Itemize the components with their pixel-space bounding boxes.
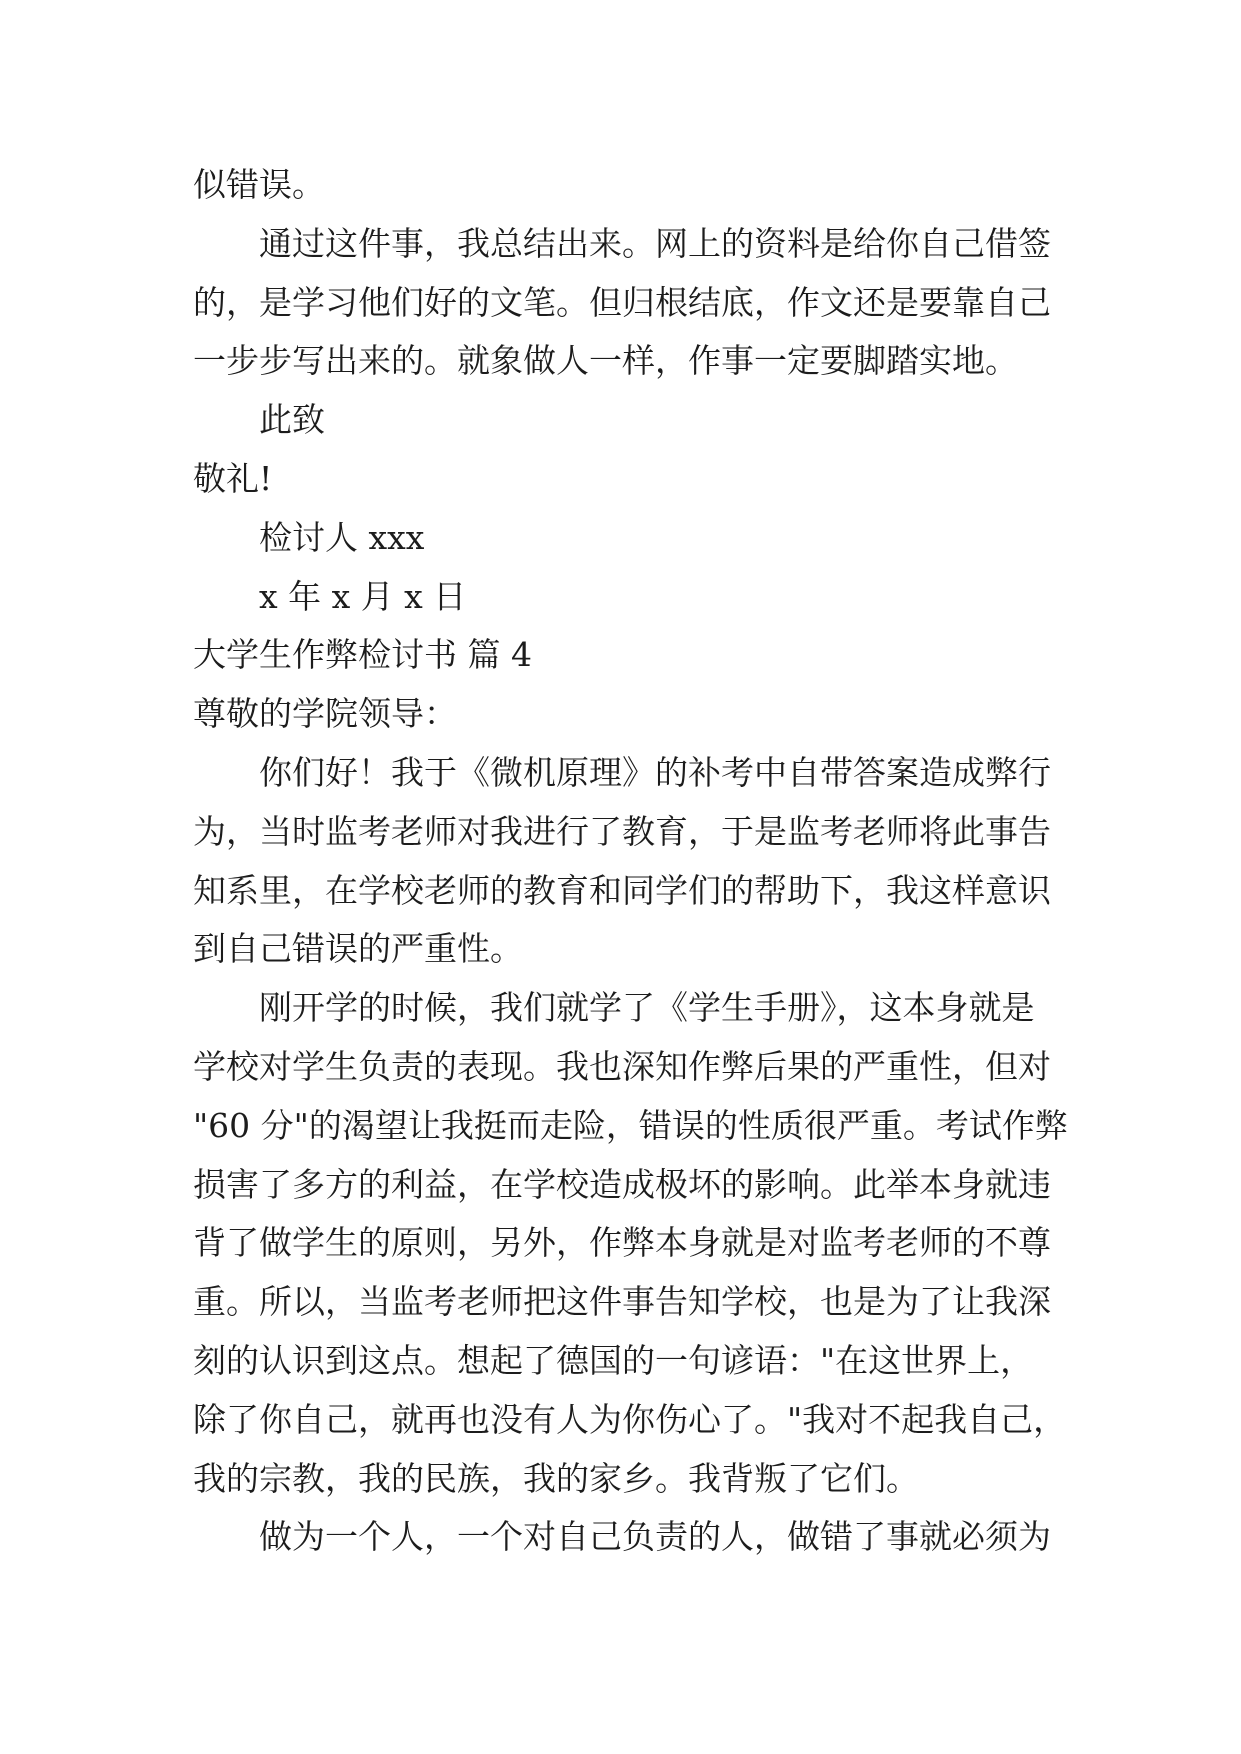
- text-line: 敬礼!: [193, 458, 273, 498]
- document-body: [193, 156, 1113, 1567]
- body-paragraph: [193, 215, 1113, 391]
- text-line: 除了你自己，就再也没有人为你伤心了。"我对不起我自己，: [193, 1399, 1067, 1439]
- text-line: 通过这件事，我总结出来。网上的资料是给你自己借签: [259, 223, 1051, 263]
- signature: [193, 509, 1113, 568]
- text-line: 重。所以，当监考老师把这件事告知学校，也是为了让我深: [193, 1282, 1051, 1322]
- text-line: 我的宗教，我的民族，我的家乡。我背叛了它们。: [193, 1458, 919, 1498]
- continued-paragraph: [193, 156, 1113, 215]
- text-line: "60 分"的渴望让我挺而走险，错误的性质很严重。考试作弊: [193, 1105, 1068, 1145]
- text-line: 的，是学习他们好的文笔。但归根结底，作文还是要靠自己: [193, 282, 1051, 322]
- body-paragraph: [193, 979, 1113, 1508]
- closing-phrase: [193, 391, 1113, 450]
- text-line: 背了做学生的原则，另外，作弊本身就是对监考老师的不尊: [193, 1223, 1051, 1263]
- text-line: 似错误。: [193, 165, 325, 204]
- text-line: 刚开学的时候，我们就学了《学生手册》，这本身就是: [259, 988, 1035, 1028]
- text-line: 刻的认识到这点。想起了德国的一句谚语："在这世界上，: [193, 1340, 1034, 1380]
- closing-salutation: [193, 450, 1113, 509]
- text-line: 尊敬的学院领导：: [193, 694, 457, 734]
- body-paragraph: [193, 1508, 1113, 1567]
- text-line: 此致: [259, 400, 325, 440]
- text-line: 检讨人 xxx: [259, 517, 425, 557]
- text-line: 你们好！我于《微机原理》的补考中自带答案造成弊行: [259, 752, 1051, 792]
- body-paragraph: [193, 744, 1113, 979]
- salutation: [193, 685, 1113, 744]
- text-line: 到自己错误的严重性。: [193, 929, 523, 969]
- text-line: 做为一个人，一个对自己负责的人，做错了事就必须为: [259, 1517, 1051, 1557]
- text-line: 损害了多方的利益，在学校造成极坏的影响。此举本身就违: [193, 1164, 1051, 1204]
- text-line: 一步步写出来的。就象做人一样，作事一定要脚踏实地。: [193, 341, 1018, 381]
- date-line: [193, 568, 1113, 627]
- text-line: 知系里，在学校老师的教育和同学们的帮助下，我这样意识: [193, 870, 1051, 910]
- text-line: 为，当时监考老师对我进行了教育，于是监考老师将此事告: [193, 811, 1051, 851]
- text-line: x 年 x 月 x 日: [259, 576, 467, 616]
- section-title: [193, 626, 1113, 685]
- text-line: 大学生作弊检讨书 篇 4: [193, 635, 532, 675]
- text-line: 学校对学生负责的表现。我也深知作弊后果的严重性，但对: [193, 1046, 1051, 1086]
